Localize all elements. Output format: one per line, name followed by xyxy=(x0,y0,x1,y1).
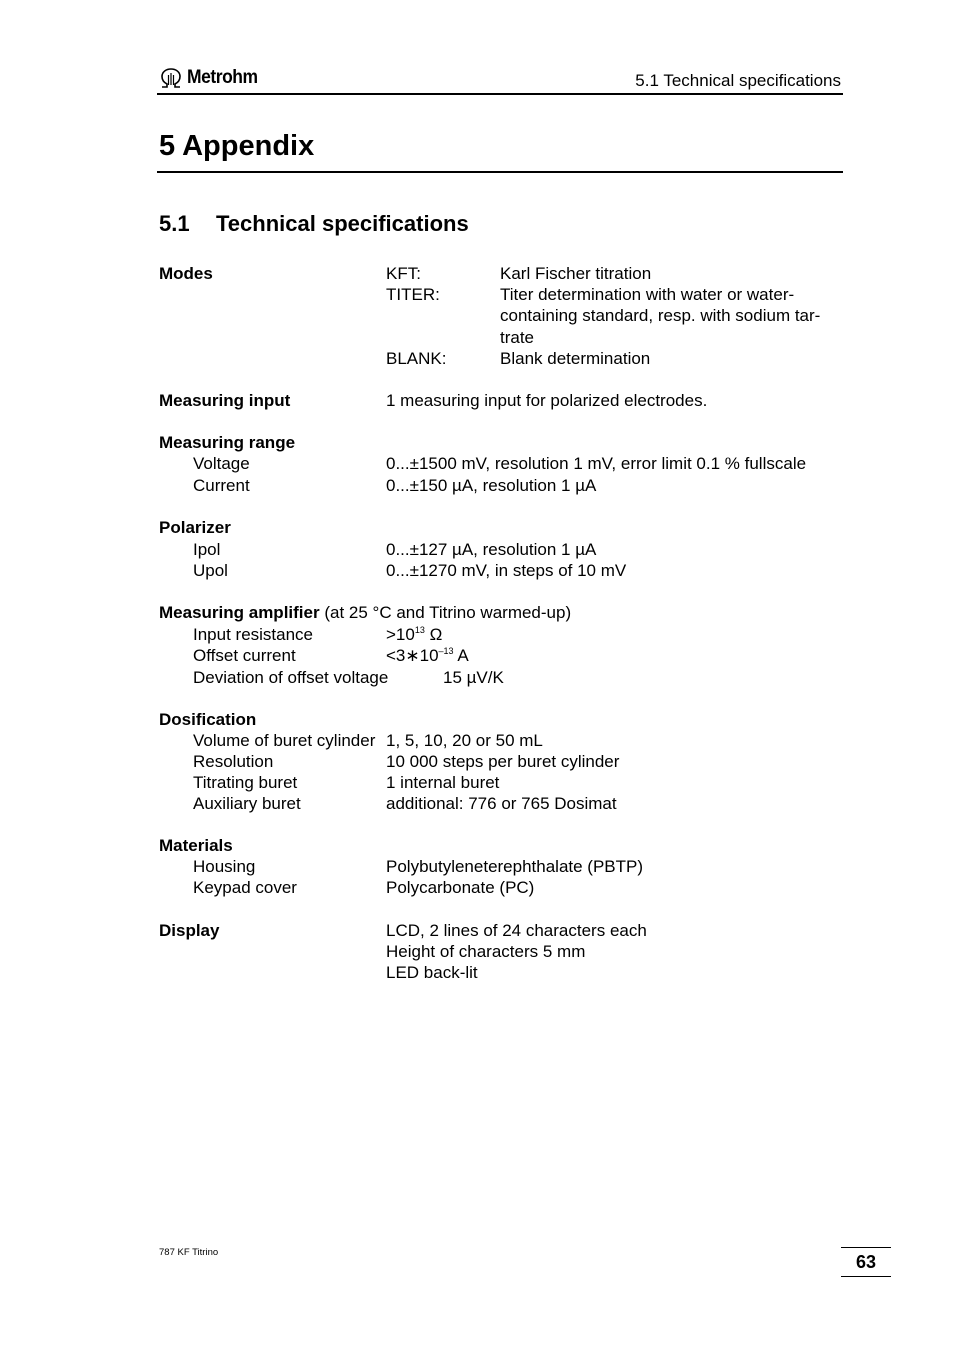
current-value: 0...±150 µA, resolution 1 µA xyxy=(386,476,597,495)
mode-kft-key: KFT: xyxy=(386,264,421,283)
offset-current-value xyxy=(386,645,469,666)
input-resistance-unit: Ω xyxy=(424,625,443,644)
housing-value: Polybutyleneterephthalate (PBTP) xyxy=(386,857,644,876)
input-resistance-exponent: 13 xyxy=(414,625,425,635)
mode-blank-value: Blank determination xyxy=(500,349,651,368)
resolution-label: Resolution xyxy=(193,752,274,771)
dosification-label: Dosification xyxy=(159,710,257,729)
offset-current-unit: A xyxy=(453,646,469,665)
current-label: Current xyxy=(193,476,250,495)
offset-current-exponent: –13 xyxy=(438,646,454,656)
page-number: 63 xyxy=(855,1252,877,1272)
brand-name: Metrohm xyxy=(187,67,258,88)
voltage-label: Voltage xyxy=(193,454,250,473)
titrating-buret-value: 1 internal buret xyxy=(386,773,500,792)
section-number: 5.1 xyxy=(159,211,190,236)
amplifier-note: (at 25 °C and Titrino warmed-up) xyxy=(319,603,572,622)
keypad-cover-label: Keypad cover xyxy=(193,878,297,897)
deviation-label: Deviation of offset voltage xyxy=(193,668,389,687)
mode-blank-key: BLANK: xyxy=(386,349,447,368)
omega-logo-icon xyxy=(159,67,183,89)
materials-label: Materials xyxy=(159,836,233,855)
chapter-rule xyxy=(157,171,843,173)
mode-titer-value-line3: trate xyxy=(500,328,535,347)
deviation-value: 15 µV/K xyxy=(443,668,504,687)
metrohm-logo xyxy=(159,66,264,90)
input-resistance-label: Input resistance xyxy=(193,625,314,644)
running-header: 5.1 Technical specifications xyxy=(635,71,841,90)
resolution-value: 10 000 steps per buret cylinder xyxy=(386,752,620,771)
upol-value: 0...±1270 mV, in steps of 10 mV xyxy=(386,561,627,580)
section-heading xyxy=(159,211,469,237)
input-resistance-value xyxy=(386,624,442,645)
housing-label: Housing xyxy=(193,857,256,876)
display-line2: Height of characters 5 mm xyxy=(386,942,586,961)
amplifier-label: Measuring amplifier xyxy=(159,603,320,622)
offset-current-label: Offset current xyxy=(193,646,296,665)
ipol-label: Ipol xyxy=(193,540,221,559)
chapter-title: 5 Appendix xyxy=(159,130,315,162)
header-rule xyxy=(157,93,843,95)
section-title: Technical specifications xyxy=(216,211,469,236)
auxiliary-buret-value: additional: 776 or 765 Dosimat xyxy=(386,794,617,813)
polarizer-label: Polarizer xyxy=(159,518,231,537)
offset-current-base: <3∗10 xyxy=(386,646,439,665)
upol-label: Upol xyxy=(193,561,228,580)
measuring-input-label: Measuring input xyxy=(159,391,291,410)
measuring-input-value: 1 measuring input for polarized electrodes. xyxy=(386,391,708,410)
ipol-value: 0...±127 µA, resolution 1 µA xyxy=(386,540,597,559)
voltage-value: 0...±1500 mV, resolution 1 mV, error limit 0.1 % fullscale xyxy=(386,454,807,473)
mode-titer-key: TITER: xyxy=(386,285,440,304)
mode-titer-value-line1: Titer determination with water or water- xyxy=(500,285,795,304)
display-line1: LCD, 2 lines of 24 characters each xyxy=(386,921,647,940)
titrating-buret-label: Titrating buret xyxy=(193,773,298,792)
footer-document-name: 787 KF Titrino xyxy=(159,1247,219,1258)
measuring-range-label: Measuring range xyxy=(159,433,296,452)
display-line3: LED back-lit xyxy=(386,963,478,982)
amplifier-heading xyxy=(159,602,571,623)
mode-kft-value: Karl Fischer titration xyxy=(500,264,652,283)
buret-volume-label: Volume of buret cylinder xyxy=(193,731,376,750)
keypad-cover-value: Polycarbonate (PC) xyxy=(386,878,535,897)
modes-label: Modes xyxy=(159,264,213,283)
buret-volume-value: 1, 5, 10, 20 or 50 mL xyxy=(386,731,543,750)
auxiliary-buret-label: Auxiliary buret xyxy=(193,794,301,813)
mode-titer-value-line2: containing standard, resp. with sodium tar- xyxy=(500,306,821,325)
display-label: Display xyxy=(159,921,220,940)
input-resistance-base: >10 xyxy=(386,625,415,644)
